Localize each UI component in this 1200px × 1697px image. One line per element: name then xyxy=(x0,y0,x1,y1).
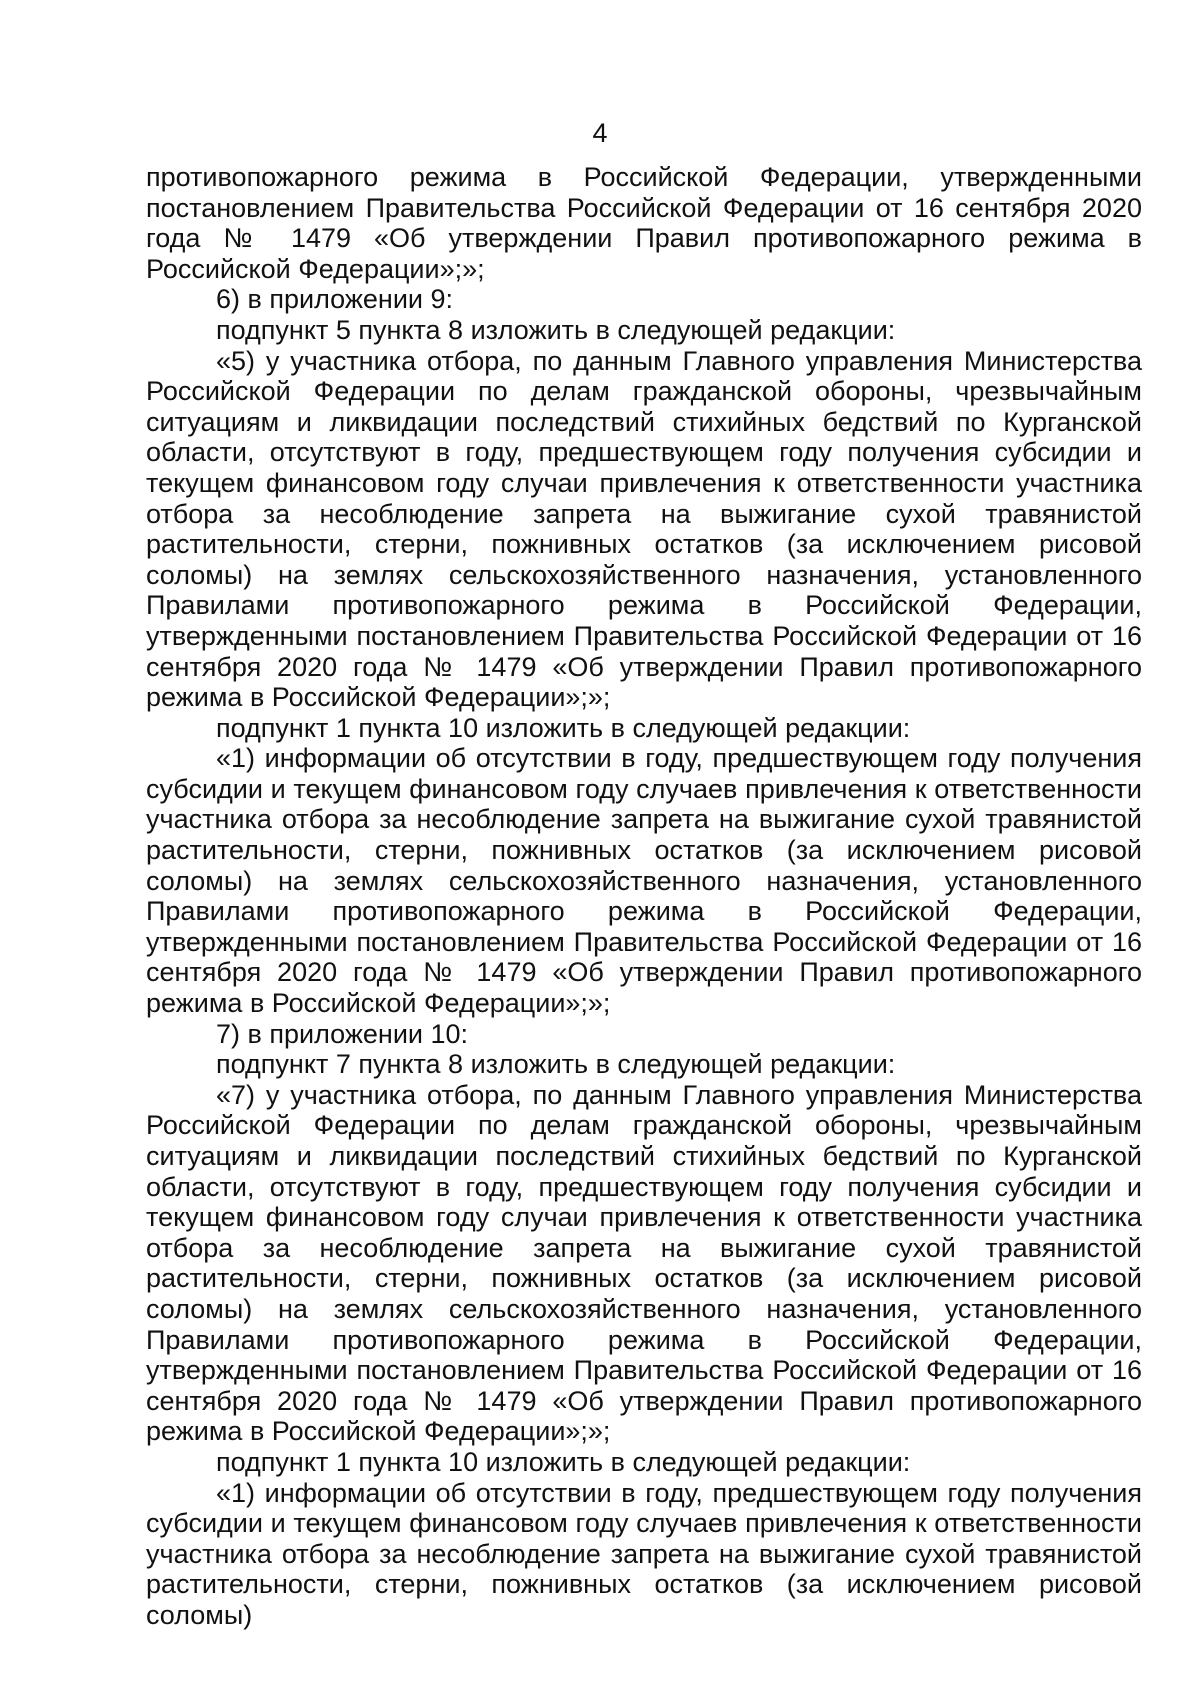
page-number: 4 xyxy=(592,118,608,148)
paragraph-subpoint-1-text-second: «1) информации об отсутствии в году, предшествующем году получения субсидии и текущем финансовом году случаев привлечения к ответственности участника отбора за несоблюдение запрета на выжигание сухой травянистой растительности, стерни, пожнивных остатков (за исключением рисовой соломы) xyxy=(146,1477,1142,1630)
paragraph-subpoint-1-text: «1) информации об отсутствии в году, предшествующем году получения субсидии и текущем финансовом году случаев привлечения к ответственности участника отбора за несоблюдение запрета на выжигание сухой травянистой растительности, стерни, пожнивных остатков (за исключением рисовой соломы) на землях сельскохозяйственного назначения, установленного Правилами противопожарного режима в Российской Федерации, утвержденными постановлением Правительства Российской Федерации от 16 сентября 2020 года № 1479 «Об утверждении Правил противопожарного режима в Российской Федерации»;»; xyxy=(146,743,1142,1019)
paragraph-subpoint-1-intro-second: подпункт 1 пункта 10 изложить в следующей редакции: xyxy=(216,1446,911,1477)
paragraph-item-7: 7) в приложении 10: xyxy=(216,1018,469,1049)
paragraph-subpoint-7-intro: подпункт 7 пункта 8 изложить в следующей редакции: xyxy=(216,1049,896,1080)
paragraph-subpoint-7-text: «7) у участника отбора, по данным Главного управления Министерства Российской Федерации по делам гражданской обороны, чрезвычайным ситуациям и ликвидации последствий стихийных бедствий по Курганской области, отсутствуют в году, предшествующем году получения субсидии и текущем финансовом году случаи привлечения к ответственности участника отбора за несоблюдение запрета на выжигание сухой травянистой растительности, стерни, пожнивных остатков (за исключением рисовой соломы) на землях сельскохозяйственного назначения, установленного Правилами противопожарного режима в Российской Федерации, утвержденными постановлением Правительства Российской Федерации от 16 сентября 2020 года № 1479 «Об утверждении Правил противопожарного режима в Российской Федерации»;»; xyxy=(146,1079,1142,1447)
paragraph-subpoint-5-text: «5) у участника отбора, по данным Главного управления Министерства Российской Федерации по делам гражданской обороны, чрезвычайным ситуациям и ликвидации последствий стихийных бедствий по Курганской области, отсутствуют в году, предшествующем году получения субсидии и текущем финансовом году случаи привлечения к ответственности участника отбора за несоблюдение запрета на выжигание сухой травянистой растительности, стерни, пожнивных остатков (за исключением рисовой соломы) на землях сельскохозяйственного назначения, установленного Правилами противопожарного режима в Российской Федерации, утвержденными постановлением Правительства Российской Федерации от 16 сентября 2020 года № 1479 «Об утверждении Правил противопожарного режима в Российской Федерации»;»; xyxy=(146,345,1142,713)
document-body xyxy=(146,162,1142,1631)
paragraph-subpoint-5-intro: подпункт 5 пункта 8 изложить в следующей редакции: xyxy=(216,314,896,345)
paragraph-continuation: противопожарного режима в Российской Федерации, утвержденными постановлением Правительства Российской Федерации от 16 сентября 2020 года № 1479 «Об утверждении Правил противопожарного режима в Российской Федерации»;»; xyxy=(146,162,1142,284)
paragraph-item-6: 6) в приложении 9: xyxy=(216,284,454,315)
paragraph-subpoint-1-intro: подпункт 1 пункта 10 изложить в следующей редакции: xyxy=(216,712,911,743)
